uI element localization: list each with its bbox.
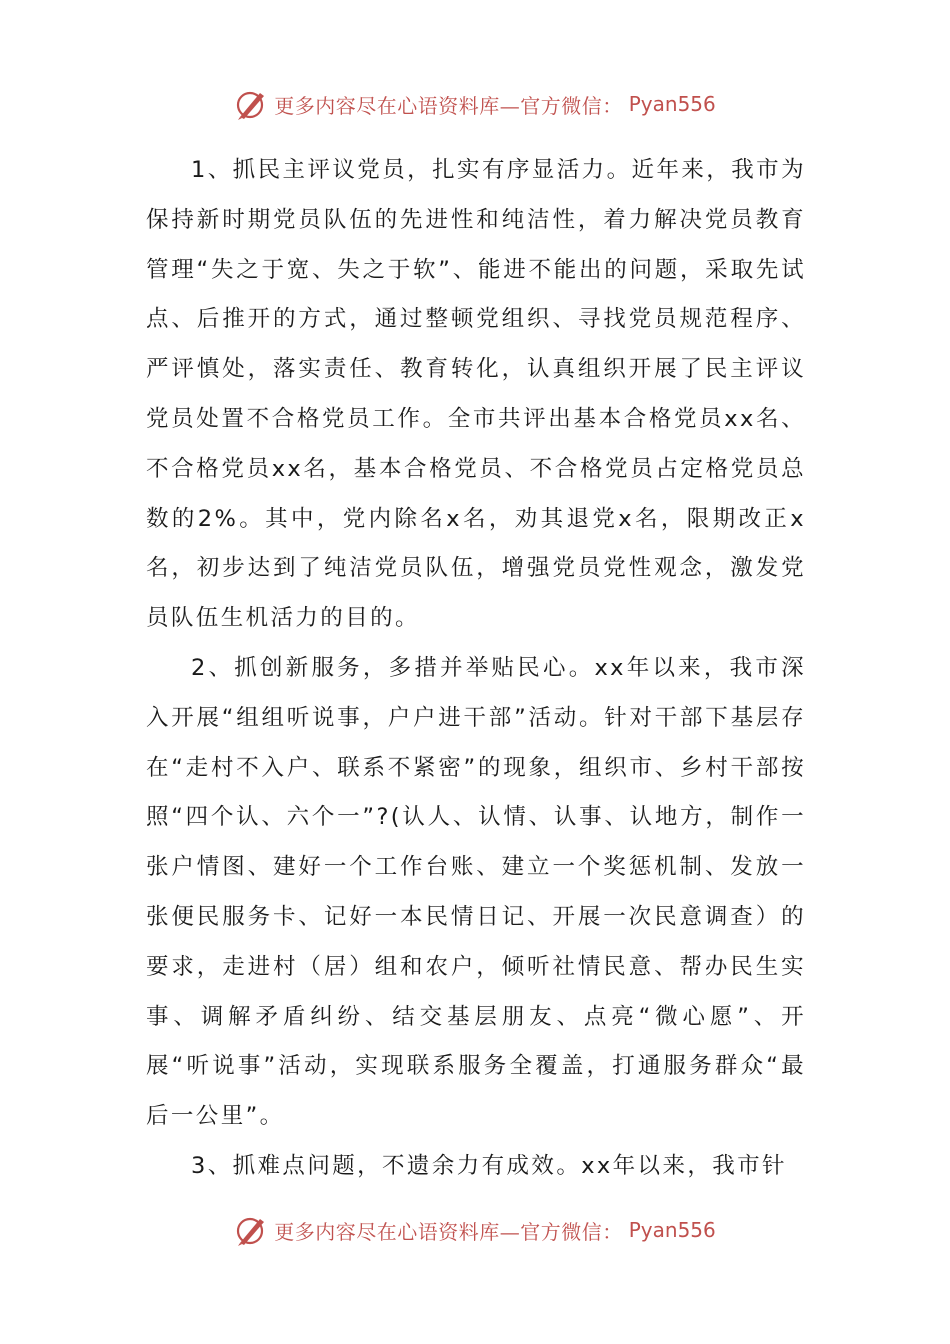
pen-circle-logo-icon	[234, 87, 268, 121]
header-wechat-id: Pyan556	[628, 92, 716, 116]
footer-watermark-banner	[0, 1210, 950, 1250]
pen-circle-logo-icon	[234, 1213, 268, 1247]
header-banner-text: 更多内容尽在心语资料库—官方微信：	[274, 93, 623, 118]
paragraph-1: 1、抓民主评议党员，扎实有序显活力。近年来，我市为保持新时期党员队伍的先进性和纯洁性，着力解决党员教育管理“失之于宽、失之于软”、能进不能出的问题，采取先试点、后推开的方式，通过整顿党组织、寻找党员规范程序、严评慎处，落实责任、教育转化，认真组织开展了民主评议党员处置不合格党员工作。全市共评出基本合格党员xx名、不合格党员xx名，基本合格党员、不合格党员占定格党员总数的2%。其中，党内除名x名，劝其退党x名，限期改正x名，初步达到了纯洁党员队伍，增强党员党性观念，激发党员队伍生机活力的目的。	[146, 157, 806, 632]
paragraph-3: 3、抓难点问题，不遗余力有成效。xx年以来，我市针	[191, 1152, 787, 1179]
header-watermark-banner	[0, 84, 950, 124]
footer-wechat-id: Pyan556	[628, 1218, 716, 1242]
document-body	[146, 146, 806, 1192]
footer-banner-text: 更多内容尽在心语资料库—官方微信：	[274, 1219, 623, 1244]
paragraph-2: 2、抓创新服务，多措并举贴民心。xx年以来，我市深入开展“组组听说事，户户进干部”活动。针对干部下基层存在“走村不入户、联系不紧密”的现象，组织市、乡村干部按照“四个认、六个一”?(认人、认情、认事、认地方，制作一张户情图、建好一个工作台账、建立一个奖惩机制、发放一张便民服务卡、记好一本民情日记、开展一次民意调查）的要求，走进村（居）组和农户，倾听社情民意、帮办民生实事、调解矛盾纠纷、结交基层朋友、点亮“微心愿”、开展“听说事”活动，实现联系服务全覆盖，打通服务群众“最后一公里”。	[146, 654, 806, 1130]
